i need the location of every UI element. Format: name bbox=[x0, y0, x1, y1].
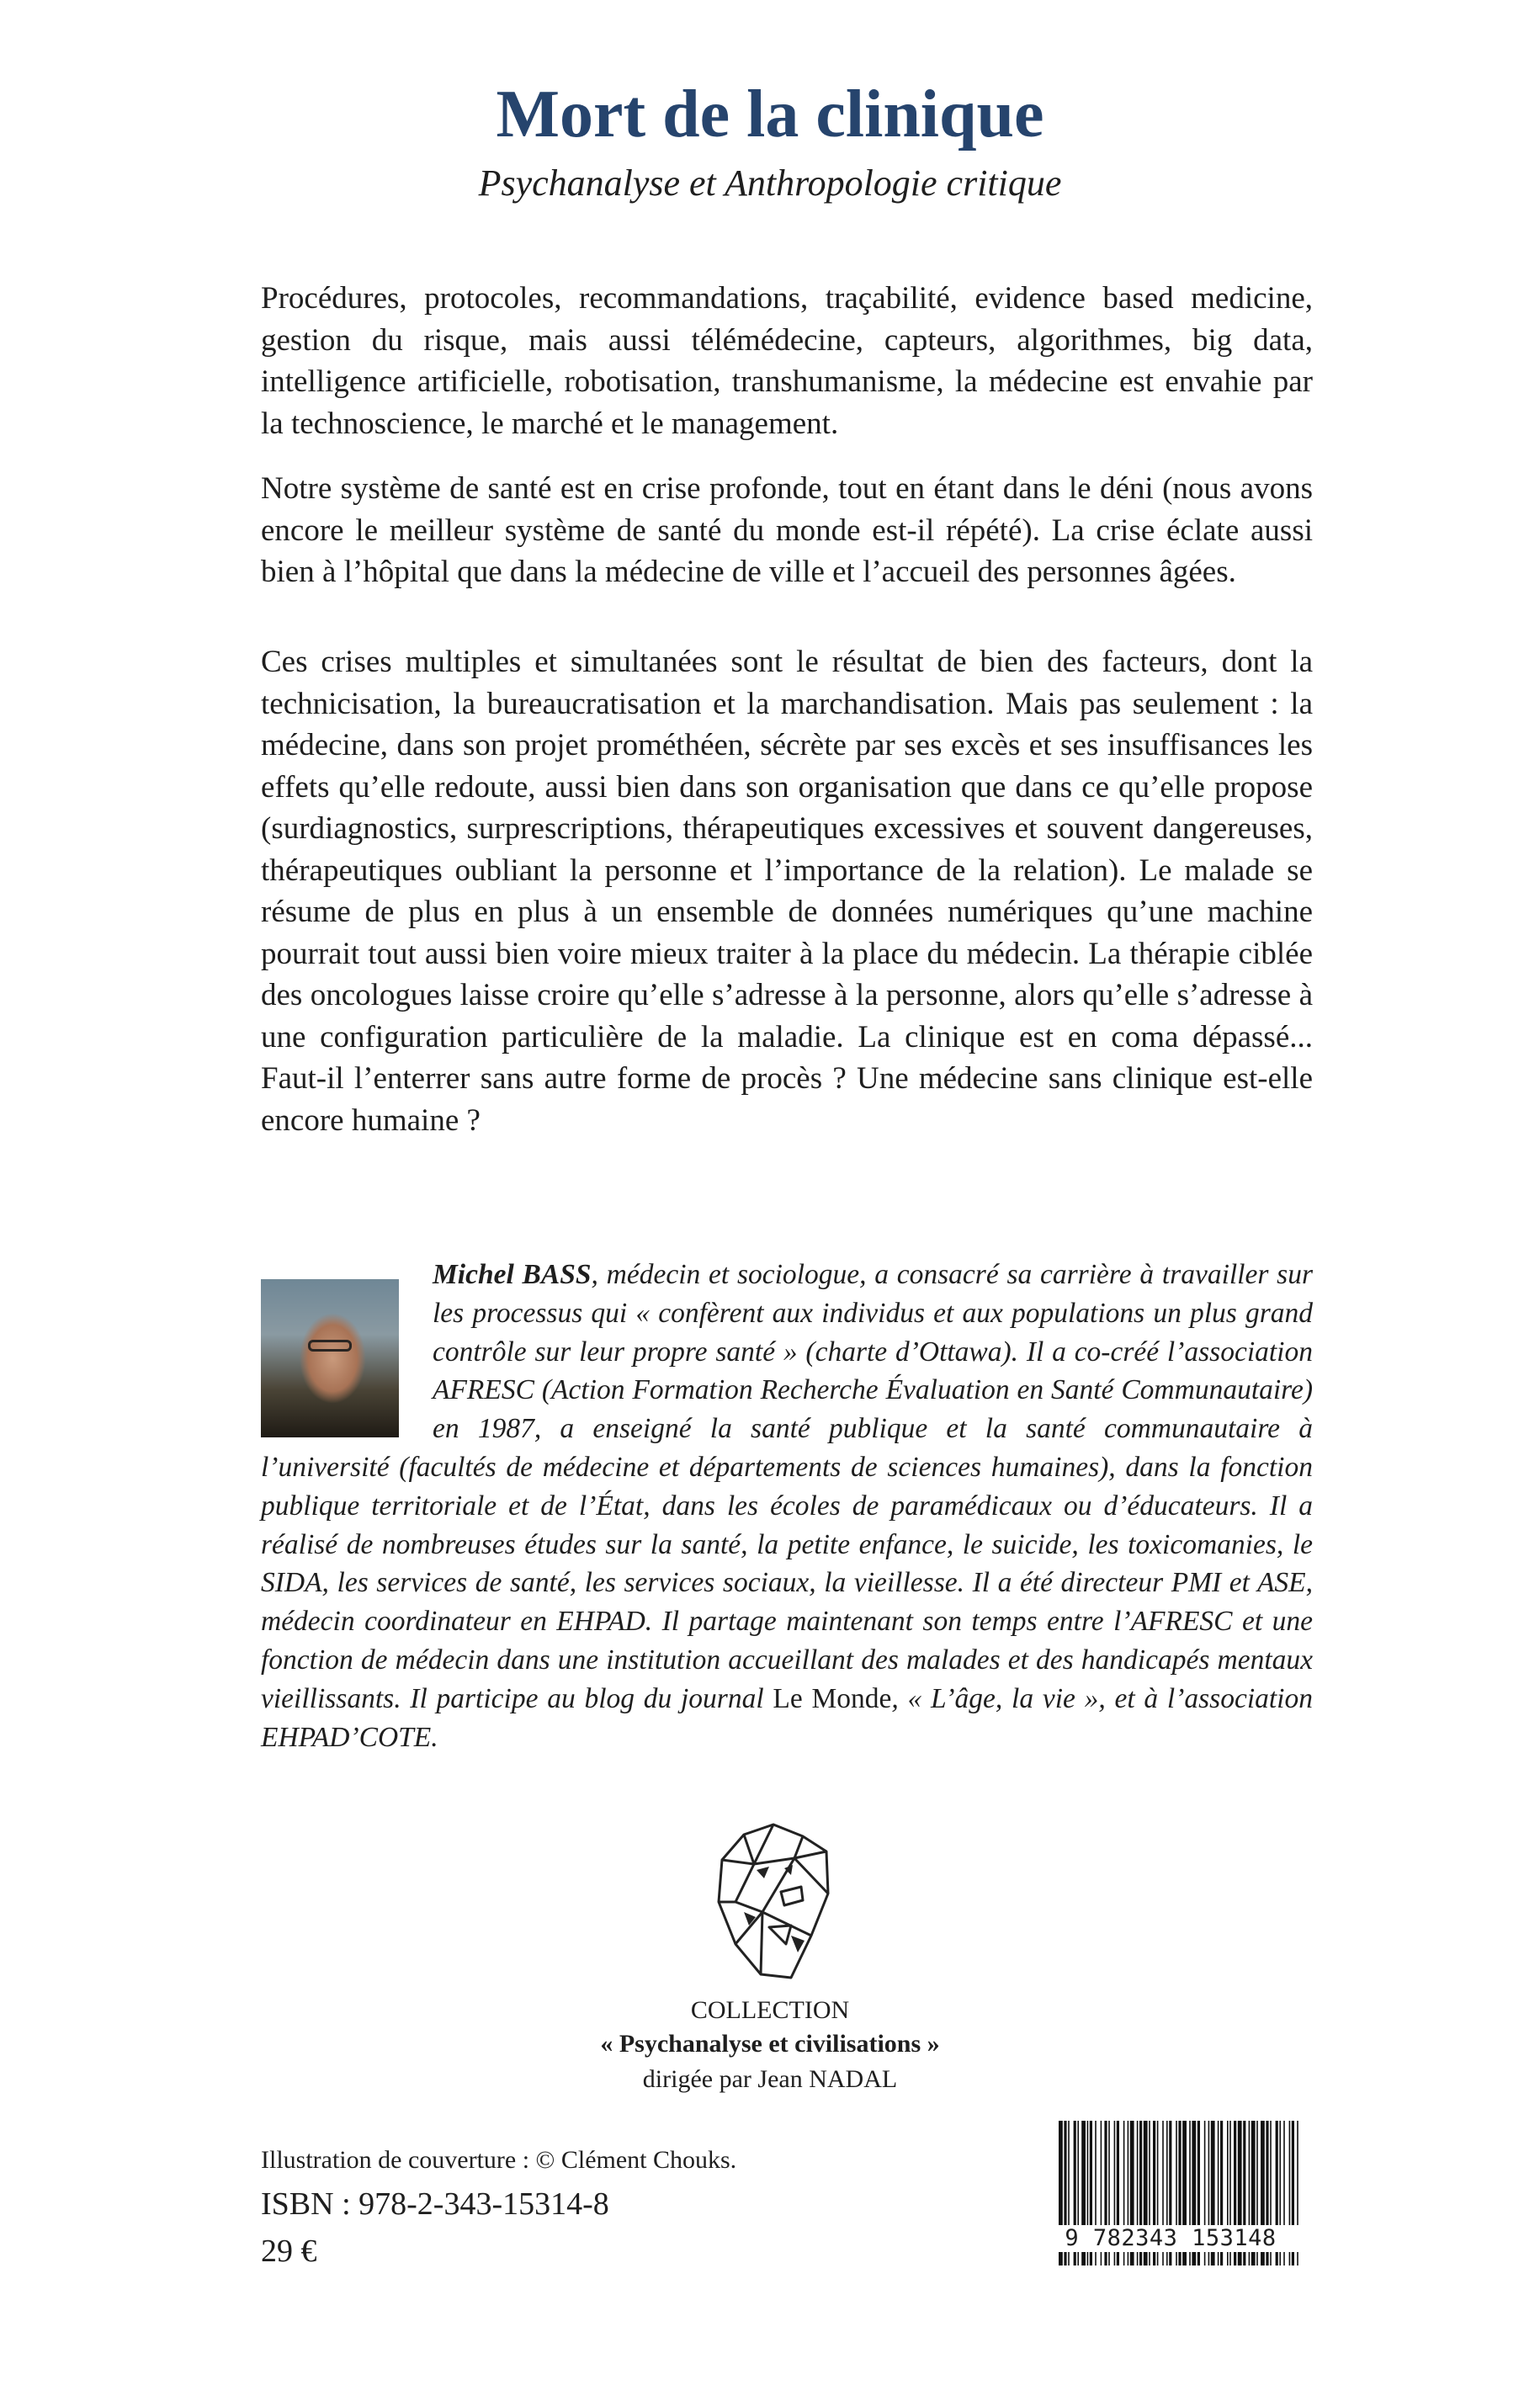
price: 29 € bbox=[261, 2234, 317, 2269]
illustration-credit: Illustration de couverture : © Clément Chouks. bbox=[261, 2146, 737, 2174]
blurb-text: Ces crises multiples et simultanées sont le résultat de bien des facteurs, dont la technicisation, la bureaucratisation et la marchandisation. Mais pas seulement : la médecine, dans son projet prométhéen, sécrète par ses excès et ses insuffisances les effets qu’elle redoute, aussi bien dans son organisation que dans ce qu’elle propose (surdiagnostics, surprescriptions, thérapeutiques excessives et souvent dangereuses, thérapeutiques oubliant la personne et l’importance de la relation). Le malade se résume de plus en plus à un ensemble de données numériques qu’une machine pourrait tout aussi bien voire mieux traiter à la place du médecin. La thérapie ciblée des oncologues laisse croire qu’elle s’adresse à la personne, alors qu’elle s’adresse à une configuration particulière de la maladie. La clinique est en coma dépassé... Faut-il l’enterrer sans autre forme de procès ? Une médecine sans clinique est-elle encore humaine ? bbox=[261, 645, 1313, 1138]
author-bio-text-end: , « L’âge, la vie », et à l’association EHPAD’COTE. bbox=[261, 1682, 1313, 1753]
isbn: ISBN : 978-2-343-15314-8 bbox=[261, 2186, 609, 2222]
newspaper-name: Le Monde bbox=[773, 1682, 892, 1714]
collection-director: dirigée par Jean NADAL bbox=[642, 2065, 898, 2093]
blurb-paragraph-2 bbox=[261, 468, 1313, 593]
barcode-digits: 9 782343 153148 bbox=[1040, 2225, 1301, 2252]
collection-label: COLLECTION bbox=[690, 1996, 850, 2024]
book-title: Mort de la clinique bbox=[496, 77, 1044, 151]
author-photo bbox=[261, 1279, 399, 1437]
author-bio-text: , médecin et sociologue, a consacré sa carrière à travailler sur les processus qui « confèrent aux individus et aux populations un plus grand contrôle sur leur propre santé » (charte d’Ottawa). Il a co-créé l’association AFRESC (Action Formation Recherche Évaluation en Santé Communautaire) en 1987, a enseigné la santé publique et la santé communautaire à l’université (facultés de médecine et départements de sciences humaines), dans la fonction publique territoriale et de l’État, dans les écoles de paramédicaux ou d’éducateurs. Il a réalisé de nombreuses études sur la santé, la petite enfance, le suicide, les toxicomanies, le SIDA, les services de santé, les services sociaux, la vieillesse. Il a été directeur PMI et ASE, médecin coordinateur en EHPAD. Il partage maintenant son temps entre l’AFRESC et une fonction de médecin dans une institution accueillant des malades et des handicapés mentaux vieillissants. Il participe au blog du journal bbox=[261, 1259, 1313, 1714]
blurb-text: Procédures, protocoles, recommandations, traçabilité, evidence based medicine, gestion du risque, mais aussi télémédecine, capteurs, algorithmes, big data, intelligence artificielle, robotisation, transhumanisme, la médecine est envahie par la technoscience, le marché et le management. bbox=[261, 281, 1313, 441]
author-bio bbox=[261, 1256, 1313, 1756]
blurb-paragraph-1 bbox=[261, 278, 1313, 444]
publisher-logo-icon bbox=[710, 1818, 836, 1986]
collection-name: « Psychanalyse et civilisations » bbox=[600, 2030, 940, 2058]
blurb-paragraph-3 bbox=[261, 641, 1313, 1141]
book-subtitle: Psychanalyse et Anthropologie critique bbox=[478, 162, 1062, 204]
blurb-text: Notre système de santé est en crise profonde, tout en étant dans le déni (nous avons encore le meilleur système de santé du monde est-il répété). La crise éclate aussi bien à l’hôpital que dans la médecine de ville et l’accueil des personnes âgées. bbox=[261, 471, 1313, 589]
author-name: Michel BASS bbox=[433, 1259, 592, 1290]
